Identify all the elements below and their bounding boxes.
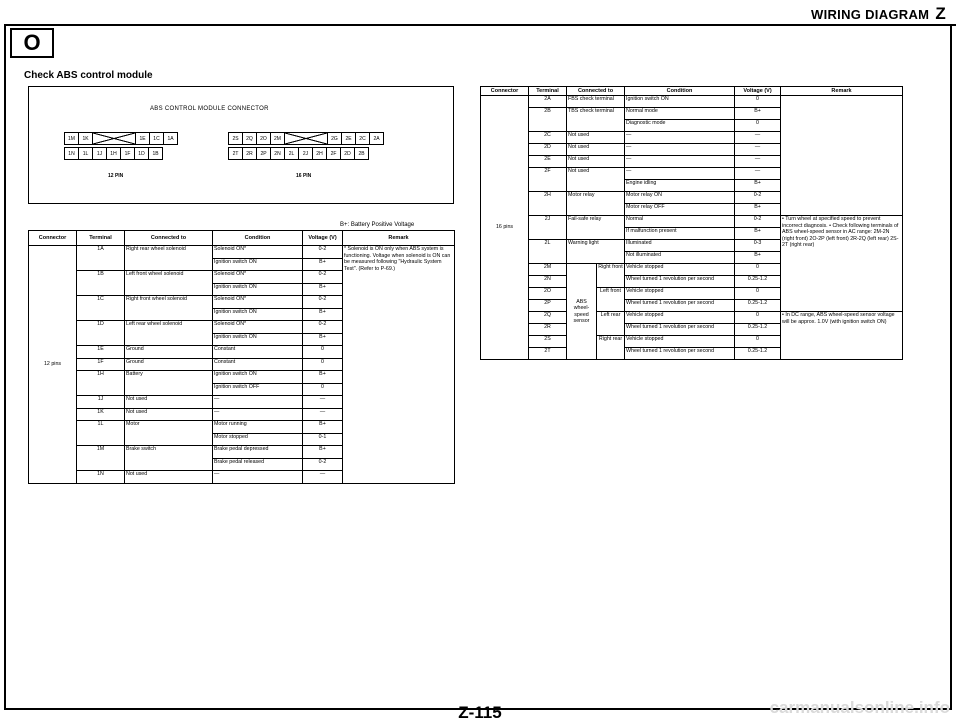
table-cell: Motor — [125, 421, 213, 446]
table-cell: 0 — [735, 336, 781, 348]
connector-pin: 1D — [134, 147, 149, 160]
connector-pin: 1E — [135, 132, 150, 145]
table-cell: — — [303, 396, 343, 409]
table-cell: 2O — [529, 288, 567, 300]
table-cell: Motor relay — [567, 192, 625, 216]
table-cell: Brake pedal depressed — [213, 446, 303, 459]
table-cell: 2D — [529, 144, 567, 156]
table-cell — [781, 96, 903, 216]
col-connector: Connector — [29, 231, 77, 246]
page-header — [811, 4, 946, 24]
table-cell: 2Q — [529, 312, 567, 324]
connector-pin: 2D — [340, 147, 355, 160]
col-condition: Condition — [213, 231, 303, 246]
connector-pin: 1K — [78, 132, 93, 145]
connector-pin: 2N — [270, 147, 285, 160]
table-cell: Motor stopped — [213, 433, 303, 446]
table-cell: 0.25-1.2 — [735, 348, 781, 360]
table-row — [29, 246, 455, 259]
connector-pin: 1C — [149, 132, 164, 145]
table-cell: Right front — [597, 264, 625, 288]
connector-pin: 2F — [326, 147, 341, 160]
table-cell: Wheel turned 1 revolution per second — [625, 300, 735, 312]
connector-pin: 2O — [256, 132, 271, 145]
table-cell: Not used — [125, 408, 213, 421]
table-cell: — — [735, 168, 781, 180]
table-cell: Left rear wheel solenoid — [125, 321, 213, 346]
table-cell: 2M — [529, 264, 567, 276]
table-cell: — — [735, 144, 781, 156]
connector-title: ABS CONTROL MODULE CONNECTOR — [150, 106, 269, 112]
table-cell: 1E — [77, 346, 125, 359]
table-cell: B+ — [735, 228, 781, 240]
connector-pin: 2R — [242, 147, 257, 160]
table-cell: Left front — [597, 288, 625, 312]
table-cell: Motor relay ON — [625, 192, 735, 204]
table-cell: Right rear wheel solenoid — [125, 246, 213, 271]
connector-pin: 2G — [327, 132, 342, 145]
table-cell: — — [303, 408, 343, 421]
table-cell: 2N — [529, 276, 567, 288]
connector-pin: 2S — [228, 132, 243, 145]
table-cell: Vehicle stopped — [625, 264, 735, 276]
table-cell: Right front wheel solenoid — [125, 296, 213, 321]
connector-pin: 2C — [355, 132, 370, 145]
table-cell: 2H — [529, 192, 567, 216]
connector-pin: 1M — [64, 132, 79, 145]
table-cell: 0.25-1.2 — [735, 324, 781, 336]
table-cell: • In DC range, ABS wheel-speed sensor voltage will be approx. 1.0V (with ignition switch ON) — [781, 312, 903, 360]
table-cell: — — [625, 168, 735, 180]
table-cell: Ignition switch ON — [213, 308, 303, 321]
connector-12pin-label: 12 PIN — [108, 173, 124, 179]
table-cell: • Turn wheel at specified speed to prevent incorrect diagnosis. • Check following terminals of ABS wheel-speed sensor in AC range: 2M-2N (right front) 2O-2P (left front) 2R-2Q (left rear) 2S-2T (right rear) — [781, 216, 903, 312]
connector-key — [284, 132, 328, 145]
table-cell: Solenoid ON* — [213, 271, 303, 284]
table-cell: 1B — [77, 271, 125, 296]
table-cell: B+ — [303, 371, 343, 384]
table-cell: 0.25-1.2 — [735, 276, 781, 288]
table-cell: 2B — [529, 108, 567, 132]
table-cell: 1H — [77, 371, 125, 396]
col-terminal: Terminal — [529, 87, 567, 96]
connector-pin: 1H — [106, 147, 121, 160]
table-cell: 0-3 — [735, 240, 781, 252]
table-cell: 2P — [529, 300, 567, 312]
table-cell: Not used — [125, 396, 213, 409]
table-cell: Ignition switch ON — [213, 283, 303, 296]
connector-pin: 2E — [341, 132, 356, 145]
connector-pin: 2M — [270, 132, 285, 145]
table-cell: Engine idling — [625, 180, 735, 192]
col-connected: Connected to — [125, 231, 213, 246]
table-cell: — — [303, 471, 343, 484]
page-title: Check ABS control module — [24, 70, 153, 81]
table-cell: 0-2 — [303, 271, 343, 284]
page-number: Z-115 — [458, 703, 502, 722]
table-cell: 2T — [529, 348, 567, 360]
col-connected: Connected to — [567, 87, 625, 96]
table-cell: 2L — [529, 240, 567, 264]
table-cell: 1C — [77, 296, 125, 321]
table-cell: Warning light — [567, 240, 625, 264]
connector-pin: 2A — [369, 132, 384, 145]
table-cell: 0-2 — [303, 246, 343, 259]
table-cell: 1N — [77, 471, 125, 484]
table-cell: Left front wheel solenoid — [125, 271, 213, 296]
table-cell: 1F — [77, 358, 125, 371]
table-cell: Right rear — [597, 336, 625, 360]
right-table — [480, 86, 903, 360]
table-cell: 0 — [735, 288, 781, 300]
table-cell: Diagnostic mode — [625, 120, 735, 132]
table-cell: Ignition switch ON — [213, 333, 303, 346]
table-cell: Ignition switch ON — [213, 258, 303, 271]
table-cell: 0-2 — [303, 458, 343, 471]
col-remark: Remark — [781, 87, 903, 96]
table-cell: 16 pins — [481, 96, 529, 360]
watermark: carmanualsonline.info — [769, 698, 950, 717]
table-cell: Fail-safe relay — [567, 216, 625, 240]
table-cell: B+ — [735, 252, 781, 264]
table-cell: 0.25-1.2 — [735, 300, 781, 312]
col-terminal: Terminal — [77, 231, 125, 246]
connector-pin: 1A — [163, 132, 178, 145]
connector-pin: 2L — [284, 147, 299, 160]
col-remark: Remark — [343, 231, 455, 246]
connector-12pin — [64, 132, 177, 160]
table-row — [481, 312, 903, 324]
table-cell: 1A — [77, 246, 125, 271]
table-cell: Ground — [125, 358, 213, 371]
table-cell: Illuminated — [625, 240, 735, 252]
table-cell: Left rear — [597, 312, 625, 336]
table-cell: B+ — [303, 308, 343, 321]
table-cell: — — [213, 408, 303, 421]
table-cell: 1J — [77, 396, 125, 409]
col-voltage: Voltage (V) — [303, 231, 343, 246]
table-cell: 0 — [735, 96, 781, 108]
table-cell: — — [625, 144, 735, 156]
table-cell: B+ — [303, 421, 343, 434]
battery-note: B+: Battery Positive Voltage — [340, 222, 415, 228]
table-cell: Solenoid ON* — [213, 321, 303, 334]
connector-pin: 2J — [298, 147, 313, 160]
table-cell: — — [735, 156, 781, 168]
table-cell: 0-1 — [303, 433, 343, 446]
table-row — [481, 96, 903, 108]
table-cell: Not used — [567, 168, 625, 192]
table-cell: Wheel turned 1 revolution per second — [625, 276, 735, 288]
table-cell: Solenoid ON* — [213, 296, 303, 309]
table-cell: 0-2 — [303, 296, 343, 309]
table-cell: Motor relay OFF — [625, 204, 735, 216]
table-cell: B+ — [303, 258, 343, 271]
table-cell: Not used — [125, 471, 213, 484]
connector-pin: 2H — [312, 147, 327, 160]
table-cell: Normal — [625, 216, 735, 228]
table-cell: 0-2 — [735, 216, 781, 228]
table-cell: 0 — [303, 346, 343, 359]
table-cell: 0 — [735, 312, 781, 324]
table-cell: 12 pins — [29, 246, 77, 484]
table-cell: Motor running — [213, 421, 303, 434]
col-condition: Condition — [625, 87, 735, 96]
table-cell: 1D — [77, 321, 125, 346]
col-voltage: Voltage (V) — [735, 87, 781, 96]
table-cell: 2R — [529, 324, 567, 336]
table-cell: 1L — [77, 421, 125, 446]
connector-pin: 2P — [256, 147, 271, 160]
table-cell: Constant — [213, 346, 303, 359]
connector-16pin — [228, 132, 383, 160]
table-cell: B+ — [735, 204, 781, 216]
table-cell: Solenoid ON* — [213, 246, 303, 259]
table-cell: ABS wheel-speed sensor — [567, 264, 597, 360]
table-cell: Vehicle stopped — [625, 312, 735, 324]
table-cell: Battery — [125, 371, 213, 396]
connector-key — [92, 132, 136, 145]
table-cell: Wheel turned 1 revolution per second — [625, 324, 735, 336]
connector-pin: 2T — [228, 147, 243, 160]
table-cell: B+ — [303, 446, 343, 459]
header-title: WIRING DIAGRAM — [811, 7, 930, 22]
table-cell: 1M — [77, 446, 125, 471]
connector-pin: 1F — [120, 147, 135, 160]
table-cell: Constant — [213, 358, 303, 371]
table-cell: B+ — [303, 283, 343, 296]
table-cell: 2J — [529, 216, 567, 240]
table-cell: B+ — [303, 333, 343, 346]
table-cell: B+ — [735, 108, 781, 120]
table-cell: 0 — [303, 383, 343, 396]
table-cell: — — [735, 132, 781, 144]
left-table — [28, 230, 455, 484]
table-cell: 2A — [529, 96, 567, 108]
table-cell: Vehicle stopped — [625, 336, 735, 348]
table-cell: 0 — [735, 264, 781, 276]
table-cell: Not used — [567, 144, 625, 156]
connector-pin: 1L — [78, 147, 93, 160]
table-cell: 0 — [735, 120, 781, 132]
table-cell: — — [213, 396, 303, 409]
table-cell: — — [213, 471, 303, 484]
table-cell: Ignition switch ON — [213, 371, 303, 384]
connector-16pin-label: 16 PIN — [296, 173, 312, 179]
table-cell: 1K — [77, 408, 125, 421]
section-letter: Z — [935, 4, 946, 23]
connector-pin: 1B — [148, 147, 163, 160]
table-cell: — — [625, 156, 735, 168]
table-cell: TBS check terminal — [567, 108, 625, 132]
connector-pin: 1N — [64, 147, 79, 160]
table-cell: Wheel turned 1 revolution per second — [625, 348, 735, 360]
table-cell: Brake pedal released — [213, 458, 303, 471]
table-cell: 2E — [529, 156, 567, 168]
col-connector: Connector — [481, 87, 529, 96]
table-cell: Ignition switch OFF — [213, 383, 303, 396]
table-cell: 0 — [303, 358, 343, 371]
table-cell: 2F — [529, 168, 567, 192]
table-cell: Brake switch — [125, 446, 213, 471]
table-cell: B+ — [735, 180, 781, 192]
table-cell: Not used — [567, 132, 625, 144]
table-cell: 0-2 — [735, 192, 781, 204]
table-cell: * Solenoid is ON only when ABS system is functioning. Voltage when solenoid is ON can be measured following "Hydraulic System Test". (Refer to P-69.) — [343, 246, 455, 484]
table-cell: — — [625, 132, 735, 144]
connector-pin: 1J — [92, 147, 107, 160]
table-cell: Not illuminated — [625, 252, 735, 264]
table-cell: If malfunction present — [625, 228, 735, 240]
connector-pin: 2B — [354, 147, 369, 160]
table-cell: Not used — [567, 156, 625, 168]
table-cell: Normal mode — [625, 108, 735, 120]
section-box: O — [10, 28, 54, 58]
table-cell: Ground — [125, 346, 213, 359]
table-cell: Ignition switch ON — [625, 96, 735, 108]
connector-pin: 2Q — [242, 132, 257, 145]
table-cell: 2C — [529, 132, 567, 144]
table-cell: 0-2 — [303, 321, 343, 334]
table-cell: FBS check terminal — [567, 96, 625, 108]
table-cell: 2S — [529, 336, 567, 348]
table-row — [481, 216, 903, 228]
table-cell: Vehicle stopped — [625, 288, 735, 300]
